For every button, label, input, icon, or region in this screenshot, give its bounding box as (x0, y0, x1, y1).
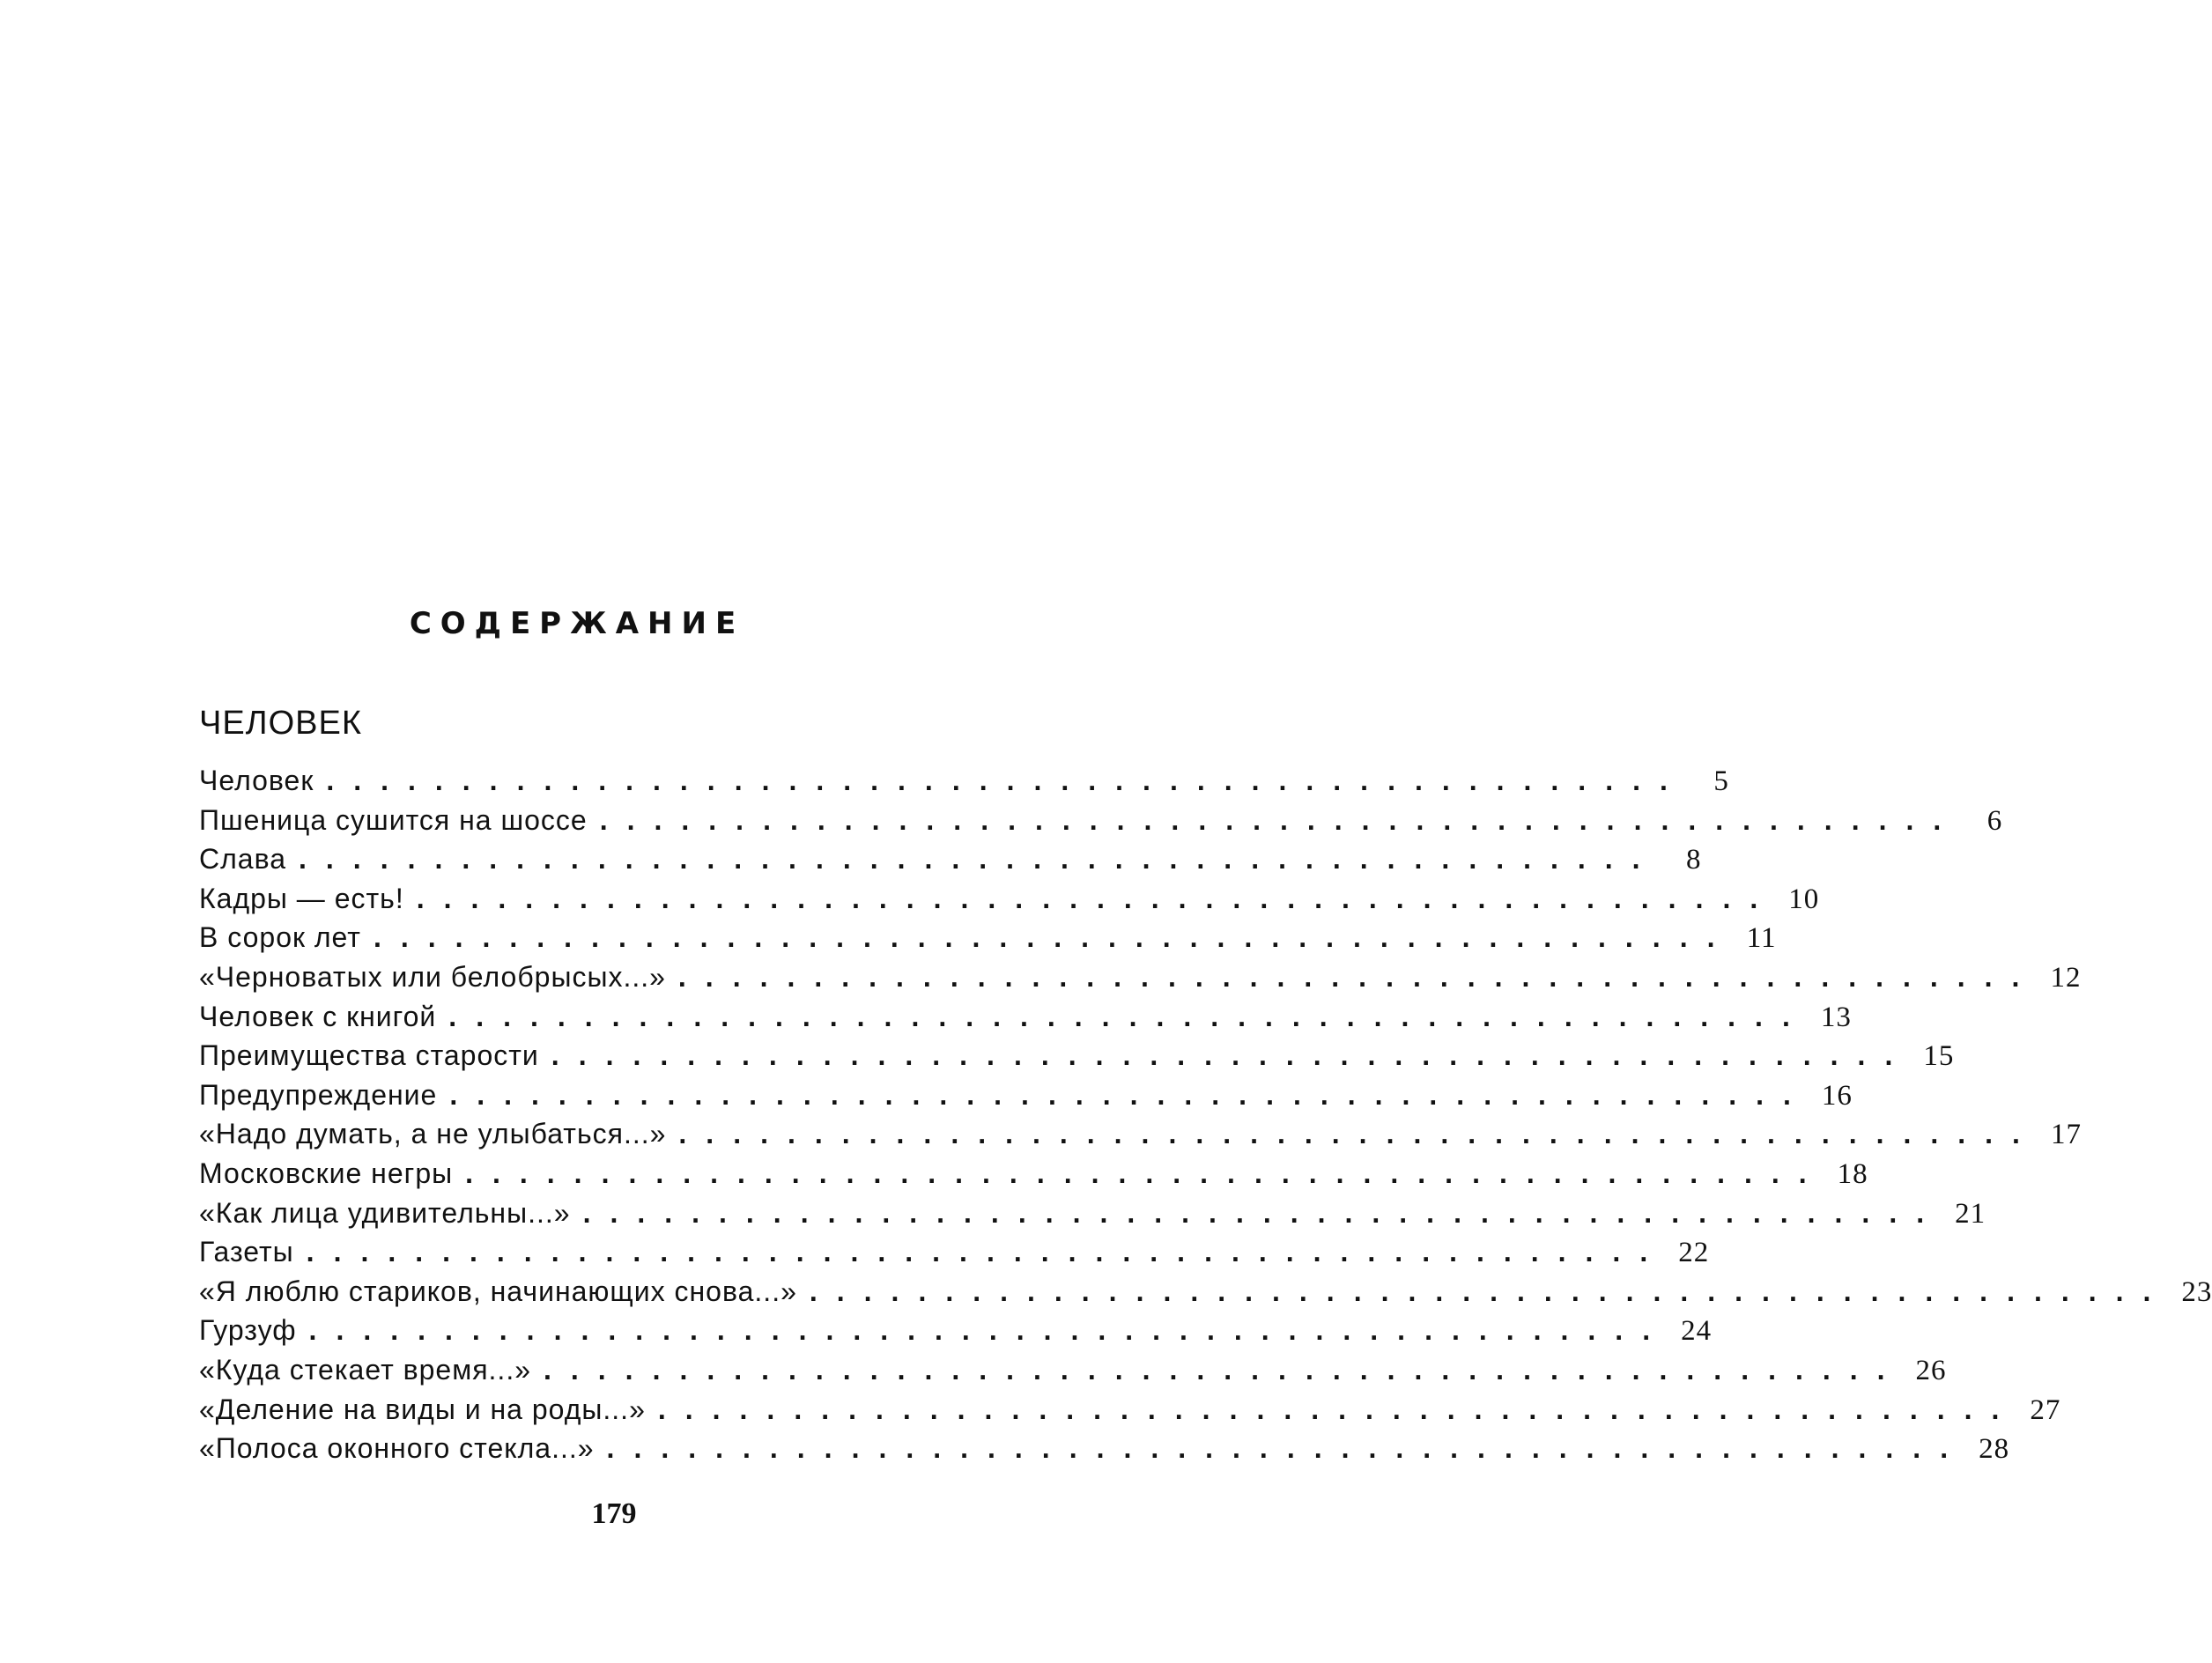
toc-entry-page: 5 (1713, 765, 1729, 797)
toc-entry-page: 11 (1746, 922, 1777, 955)
toc-entry-title: «Надо думать, а не улыбаться...» (199, 1118, 667, 1150)
table-of-contents (199, 765, 2212, 1472)
toc-leader-dots: .................................................. (599, 803, 1961, 836)
toc-entry-title: Преимущества старости (199, 1039, 539, 1072)
toc-leader-dots: .................................................. (678, 1118, 2039, 1150)
toc-entry-title: В сорок лет (199, 921, 361, 954)
toc-leader-dots: .................................................. (657, 1393, 2019, 1425)
toc-entry-page: 28 (1979, 1433, 2010, 1466)
toc-leader-dots: .................................................. (308, 1314, 1670, 1347)
toc-entry-title: Московские негры (199, 1157, 454, 1189)
toc-entry[interactable] (199, 843, 1702, 883)
toc-leader-dots: .................................................. (677, 960, 2039, 993)
toc-leader-dots: .................................................. (326, 765, 1687, 796)
toc-entry-title: Слава (199, 843, 287, 876)
toc-entry-page: 6 (1986, 804, 2003, 837)
toc-entry[interactable] (199, 1236, 1710, 1275)
page-number: 179 (591, 1497, 637, 1530)
toc-entry-page: 22 (1678, 1237, 1710, 1269)
toc-entry-title: «Куда стекает время...» (199, 1353, 531, 1386)
toc-entry-title: Газеты (199, 1236, 294, 1268)
toc-leader-dots: .................................................. (582, 1196, 1944, 1229)
toc-entry-title: «Я люблю стариков, начинающих снова...» (199, 1275, 797, 1307)
toc-entry[interactable] (199, 1118, 2082, 1157)
toc-entry[interactable] (199, 1393, 2061, 1433)
toc-entry-title: «Как лица удивительны...» (199, 1196, 571, 1229)
toc-leader-dots: .................................................. (449, 1078, 1810, 1111)
toc-entry[interactable] (199, 1157, 1868, 1197)
toc-entry[interactable] (199, 1314, 1713, 1354)
toc-leader-dots: .................................................. (544, 1353, 1905, 1386)
toc-entry[interactable] (199, 765, 1729, 804)
toc-entry[interactable] (199, 1275, 2212, 1315)
toc-entry[interactable] (199, 1078, 1853, 1119)
toc-entry-page: 16 (1821, 1079, 1853, 1112)
toc-entry[interactable] (199, 921, 1777, 961)
toc-leader-dots: .................................................. (551, 1039, 1912, 1072)
toc-leader-dots: .................................................. (306, 1236, 1668, 1268)
toc-entry[interactable] (199, 1039, 1955, 1079)
toc-entry[interactable] (199, 1432, 2010, 1472)
toc-entry-title: «Деление на виды и на роды...» (199, 1393, 646, 1425)
toc-entry-title: «Черноватых или белобрысых...» (199, 960, 666, 993)
toc-entry-page: 15 (1923, 1040, 1955, 1073)
toc-entry-page: 17 (2050, 1119, 2082, 1151)
toc-entry[interactable] (199, 1353, 1947, 1393)
toc-leader-dots: .................................................. (299, 843, 1660, 876)
toc-entry-title: Предупреждение (199, 1078, 438, 1111)
toc-entry-page: 27 (2030, 1393, 2061, 1426)
toc-entry-page: 13 (1820, 1001, 1852, 1033)
toc-entry[interactable] (199, 803, 2003, 844)
toc-entry-title: Человек (199, 765, 314, 796)
toc-entry-page: 12 (2050, 961, 2082, 994)
toc-entry[interactable] (199, 1000, 1852, 1040)
toc-entry[interactable] (199, 882, 1820, 922)
toc-leader-dots: .................................................. (606, 1432, 1968, 1465)
toc-entry-title: Кадры — есть! (199, 882, 404, 914)
toc-entry-page: 18 (1837, 1157, 1868, 1190)
toc-entry-page: 10 (1788, 883, 1820, 915)
toc-entry-page: 24 (1681, 1315, 1713, 1348)
toc-entry-title: Человек с книгой (199, 1000, 437, 1032)
toc-leader-dots: .................................................. (373, 921, 1735, 954)
toc-entry-page: 8 (1686, 844, 1702, 876)
toc-leader-dots: .................................................. (465, 1157, 1826, 1189)
toc-entry-page: 21 (1955, 1197, 1986, 1230)
toc-entry-title: Гурзуф (199, 1314, 297, 1347)
toc-entry-page: 23 (2181, 1275, 2212, 1308)
toc-leader-dots: .................................................. (809, 1275, 2171, 1307)
toc-entry-title: «Полоса оконного стекла...» (199, 1432, 595, 1465)
toc-entry[interactable] (199, 1196, 1986, 1237)
section-heading: ЧЕЛОВЕК (199, 705, 362, 742)
toc-entry-title: Пшеница сушится на шоссе (199, 803, 588, 836)
toc-entry[interactable] (199, 960, 2082, 1001)
toc-entry-page: 26 (1915, 1354, 1947, 1386)
page-title: СОДЕРЖАНИЕ (409, 606, 745, 641)
toc-leader-dots: .................................................. (448, 1000, 1809, 1032)
toc-leader-dots: .................................................. (416, 882, 1778, 914)
